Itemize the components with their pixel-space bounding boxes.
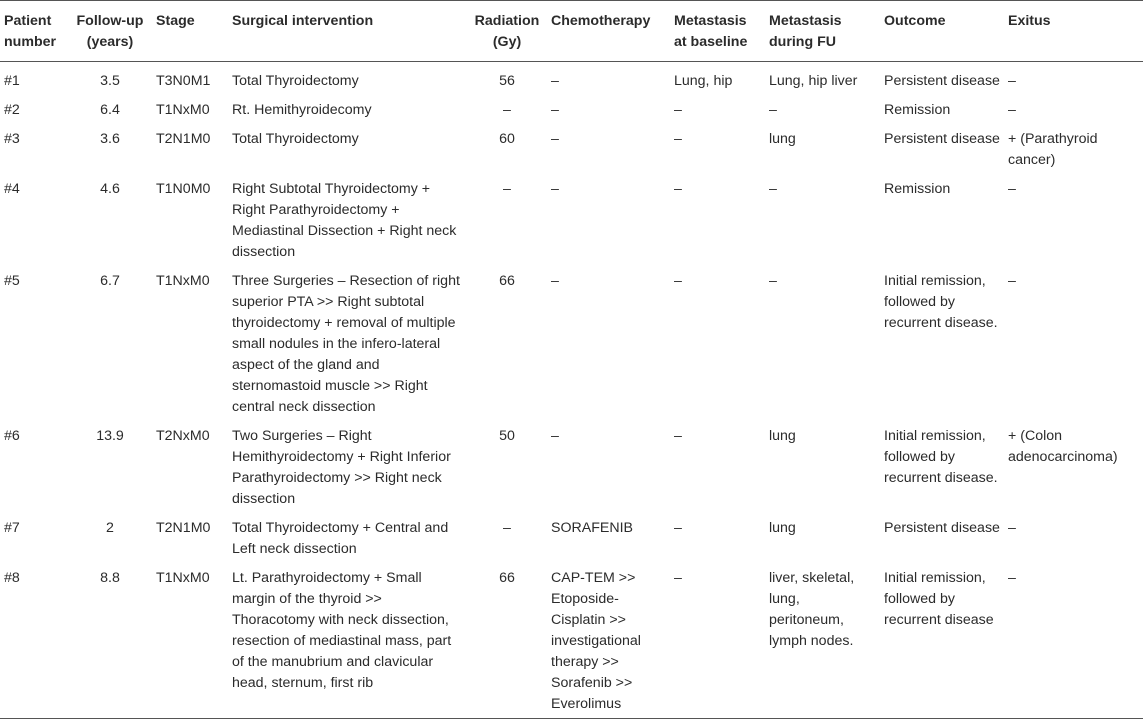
cell-follow-up: 4.6 [100,181,120,197]
cell-chemotherapy: SORAFENIB [551,520,633,536]
header-radiation: Radiation (Gy) [474,13,540,50]
header-patient-number: Patient number [4,13,57,50]
header-stage: Stage [156,13,195,29]
cell-surgical-intervention: Total Thyroidectomy [232,73,359,89]
table-row [0,124,1143,174]
cell-outcome: Remission [884,102,951,118]
cell-metastasis-fu: lung [769,131,796,147]
cell-outcome: Initial remission, followed by recurrent disease. [884,428,998,486]
table-row [0,266,1143,421]
cell-exitus: + (Parathyroid cancer) [1008,131,1098,168]
cell-metastasis-fu: lung [769,520,796,536]
cell-outcome: Remission [884,181,951,197]
cell-outcome: Persistent disease [884,131,1000,147]
cell-metastasis-fu: – [769,102,777,118]
cell-exitus: + (Colon adenocarcinoma) [1008,428,1118,465]
table-row [0,174,1143,266]
cell-patient-number: #4 [4,181,20,197]
table-row [0,513,1143,563]
cell-outcome: Initial remission, followed by recurrent disease [884,570,994,628]
cell-surgical-intervention: Rt. Hemithyroidecomy [232,102,372,118]
cell-stage: T1NxM0 [156,273,210,289]
cell-chemotherapy: CAP-TEM >> Etoposide-Cisplatin >> investigational therapy >> Sorafenib >> Everolimus [551,570,641,712]
cell-radiation: 66 [499,273,515,289]
cell-patient-number: #2 [4,102,20,118]
cell-metastasis-baseline: Lung, hip [674,73,733,89]
cell-chemotherapy: – [551,131,559,147]
cell-patient-number: #1 [4,73,20,89]
cell-surgical-intervention: Total Thyroidectomy [232,131,359,147]
cell-metastasis-fu: – [769,273,777,289]
cell-radiation: 50 [499,428,515,444]
cell-follow-up: 6.7 [100,273,120,289]
cell-exitus: – [1008,273,1016,289]
header-row [0,1,1143,62]
header-metastasis-baseline: Metastasis at baseline [674,13,748,50]
cell-metastasis-baseline: – [674,181,682,197]
cell-metastasis-fu: Lung, hip liver [769,73,858,89]
cell-follow-up: 13.9 [96,428,124,444]
cell-exitus: – [1008,102,1016,118]
cell-stage: T2N1M0 [156,520,211,536]
cell-follow-up: 8.8 [100,570,120,586]
table-row [0,95,1143,124]
cell-patient-number: #5 [4,273,20,289]
header-exitus: Exitus [1008,13,1051,29]
cell-outcome: Initial remission, followed by recurrent disease. [884,273,998,331]
cell-surgical-intervention: Three Surgeries – Resection of right superior PTA >> Right subtotal thyroidectomy + removal of multiple small nodules in the infero-lateral aspect of the gland and sternomastoid muscle >> Right central neck dissection [232,273,460,415]
cell-stage: T1N0M0 [156,181,211,197]
cell-exitus: – [1008,73,1016,89]
cell-chemotherapy: – [551,273,559,289]
cell-metastasis-baseline: – [674,273,682,289]
cell-surgical-intervention: Total Thyroidectomy + Central and Left neck dissection [232,520,449,557]
cell-outcome: Persistent disease [884,73,1000,89]
cell-metastasis-baseline: – [674,428,682,444]
cell-stage: T1NxM0 [156,570,210,586]
table-row [0,421,1143,513]
cell-radiation: – [503,102,511,118]
header-metastasis-fu: Metastasis during FU [769,13,842,50]
cell-patient-number: #7 [4,520,20,536]
cell-exitus: – [1008,520,1016,536]
header-chemotherapy: Chemotherapy [551,13,651,29]
cell-chemotherapy: – [551,102,559,118]
header-follow-up: Follow-up (years) [76,13,144,50]
cell-stage: T2N1M0 [156,131,211,147]
cell-exitus: – [1008,570,1016,586]
cell-metastasis-baseline: – [674,520,682,536]
header-surgical-intervention: Surgical intervention [232,13,374,29]
cell-patient-number: #8 [4,570,20,586]
cell-stage: T3N0M1 [156,73,211,89]
cell-surgical-intervention: Right Subtotal Thyroidectomy + Right Parathyroidectomy + Mediastinal Dissection + Right neck dissection [232,181,457,260]
cell-patient-number: #6 [4,428,20,444]
cell-follow-up: 6.4 [100,102,120,118]
cell-radiation: 56 [499,73,515,89]
cell-stage: T1NxM0 [156,102,210,118]
cell-stage: T2NxM0 [156,428,210,444]
cell-follow-up: 3.6 [100,131,120,147]
cell-radiation: 66 [499,570,515,586]
cell-follow-up: 3.5 [100,73,120,89]
cell-chemotherapy: – [551,181,559,197]
cell-chemotherapy: – [551,73,559,89]
cell-surgical-intervention: Lt. Parathyroidectomy + Small margin of the thyroid >> Thoracotomy with neck dissection, resection of mediastinal mass, part of the manubrium and clavicular head, sternum, first rib [232,570,452,691]
cell-metastasis-baseline: – [674,131,682,147]
cell-patient-number: #3 [4,131,20,147]
table-row [0,563,1143,719]
cell-surgical-intervention: Two Surgeries – Right Hemithyroidectomy + Right Inferior Parathyroidectomy >> Right neck dissection [232,428,451,507]
cell-radiation: 60 [499,131,515,147]
cell-metastasis-fu: – [769,181,777,197]
cell-chemotherapy: – [551,428,559,444]
cell-metastasis-baseline: – [674,570,682,586]
cell-radiation: – [503,520,511,536]
header-outcome: Outcome [884,13,946,29]
table-row [0,62,1143,96]
cell-metastasis-fu: liver, skeletal, lung, peritoneum, lymph nodes. [769,570,855,649]
cell-radiation: – [503,181,511,197]
cell-follow-up: 2 [106,520,114,536]
cell-outcome: Persistent disease [884,520,1000,536]
cell-metastasis-baseline: – [674,102,682,118]
cell-exitus: – [1008,181,1016,197]
cell-metastasis-fu: lung [769,428,796,444]
